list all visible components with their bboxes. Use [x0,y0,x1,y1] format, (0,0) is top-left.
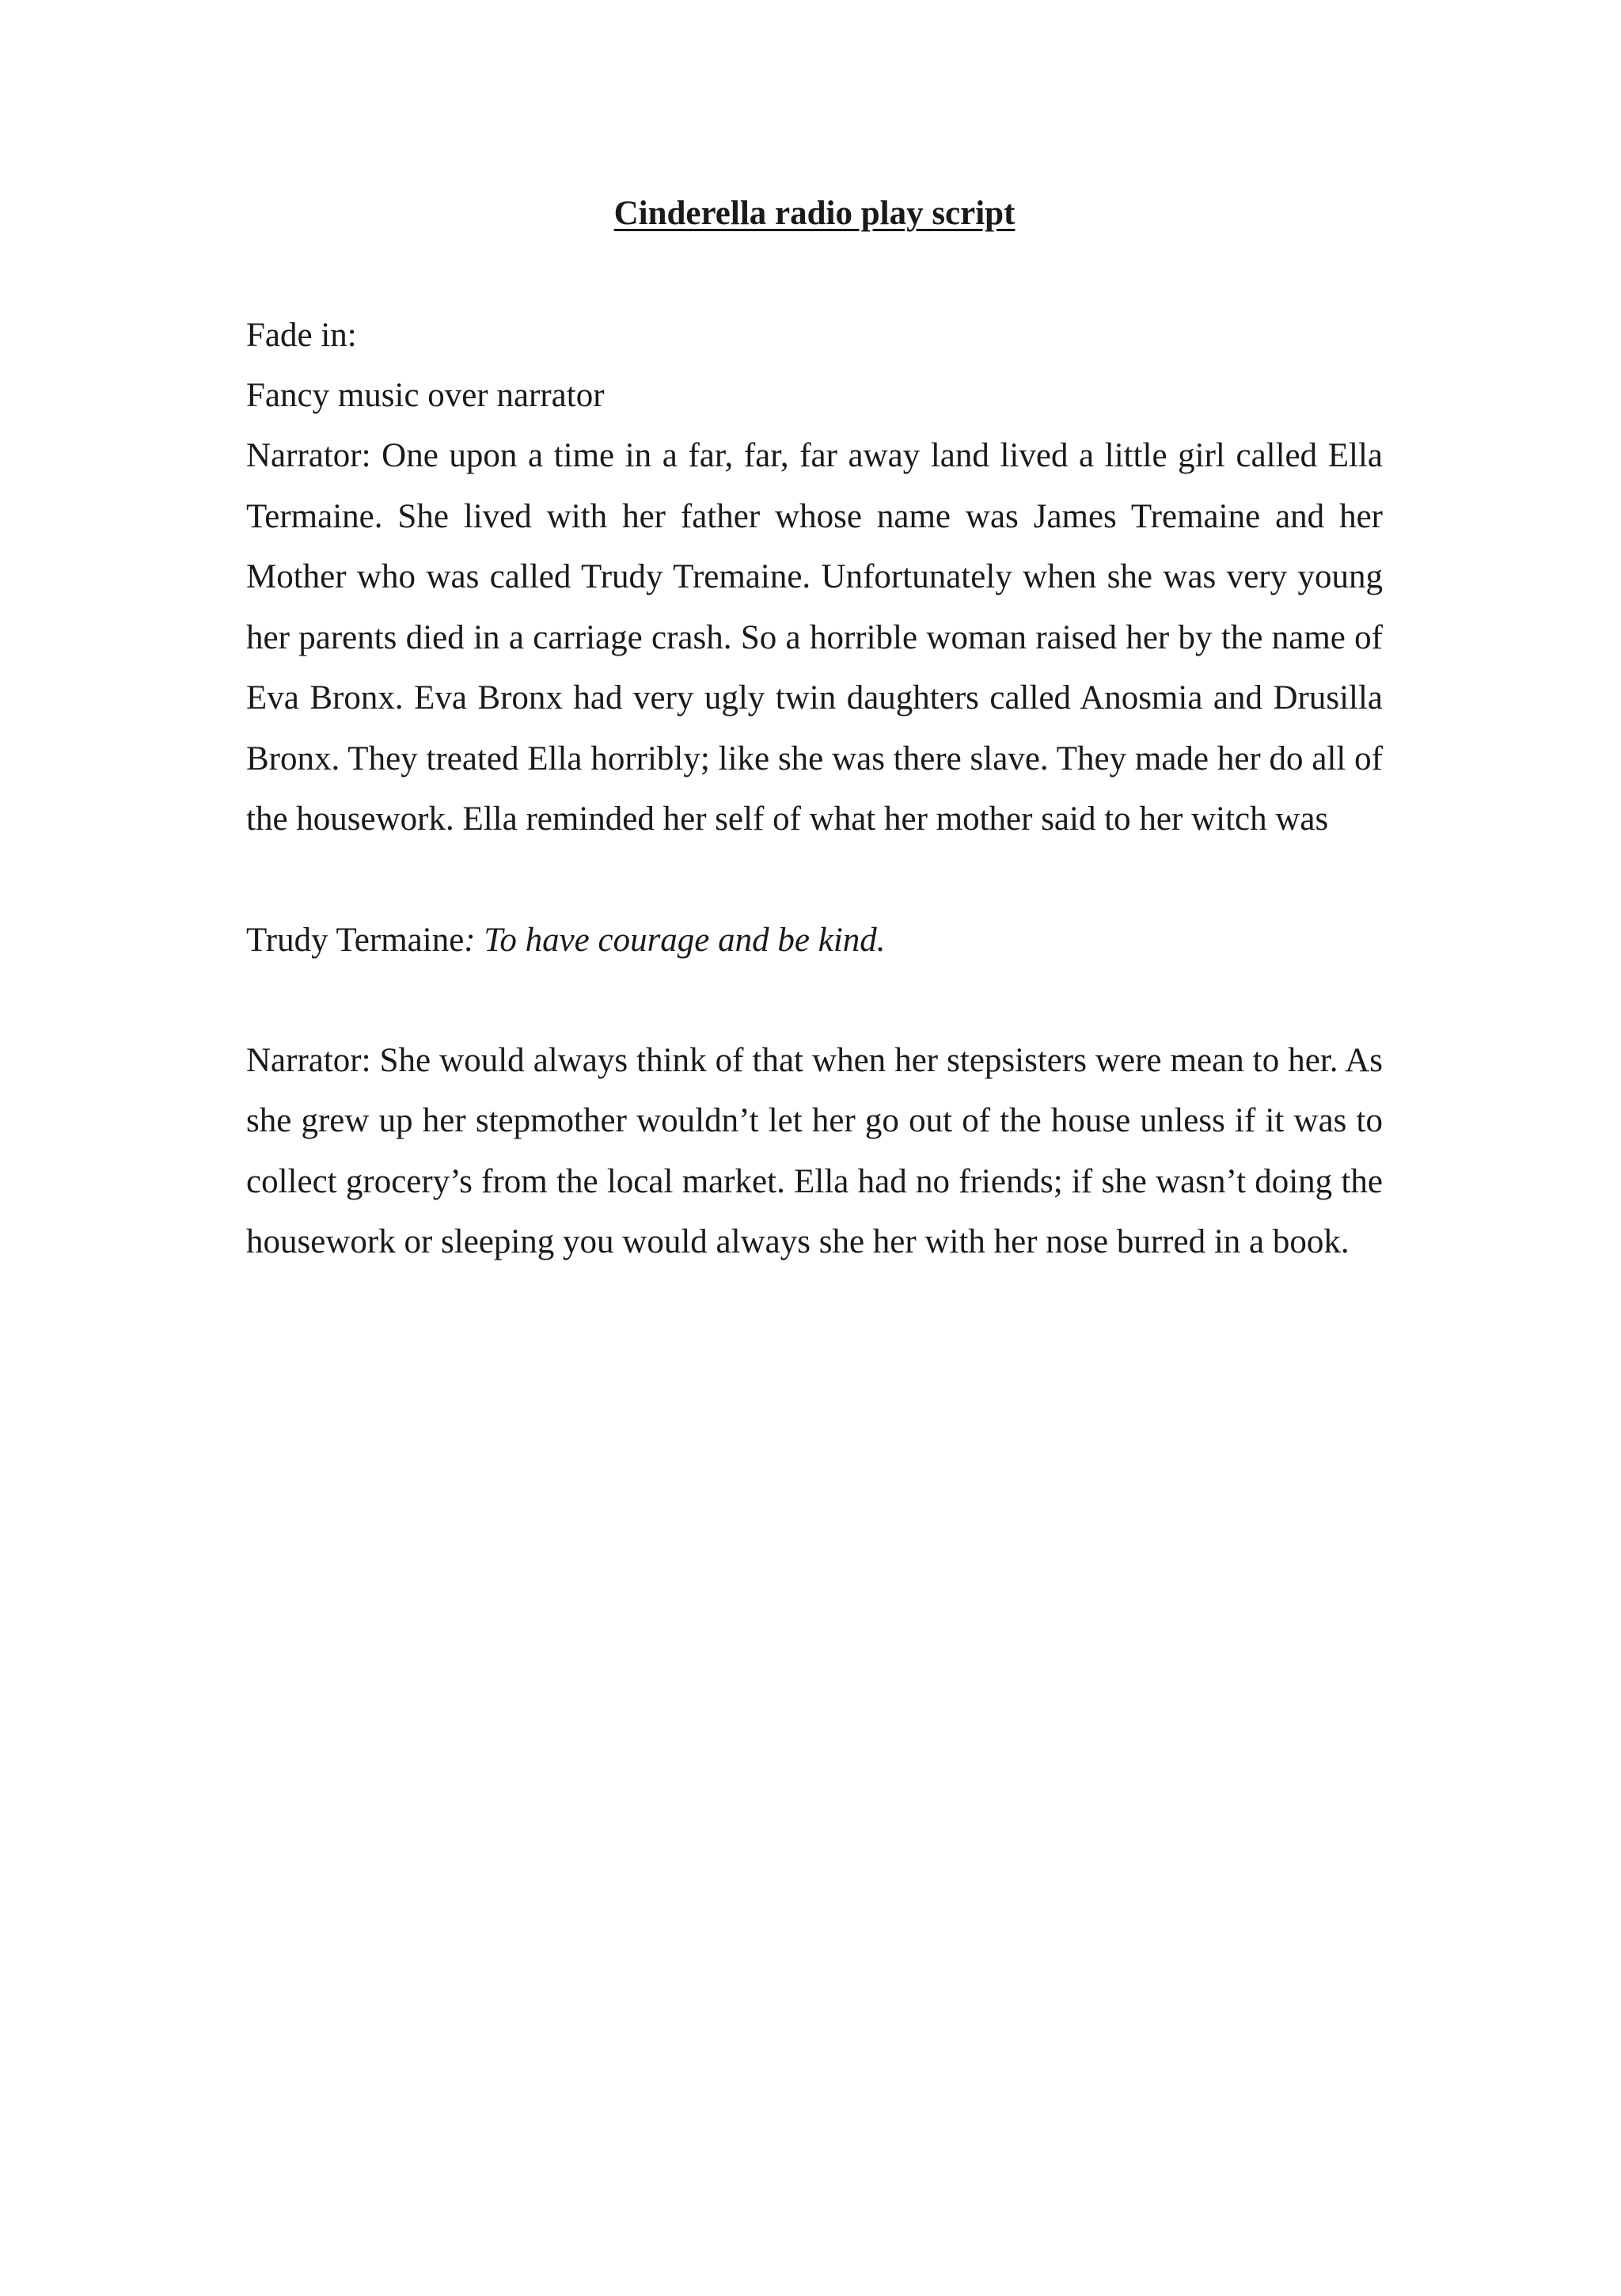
narration-paragraph-1: Narrator: One upon a time in a far, far, far away land lived a little girl called Ella Termaine. She lived with her father whose name was James Tremaine and her Mother who was called Trudy Tremaine. Unfortunately when she was very young her parents died in a carriage crash. So a horrible woman raised her by the name of Eva Bronx. Eva Bronx had very ugly twin daughters called Anosmia and Drusilla Bronx. They treated Ella horribly; like she was there slave. They made her do all of the housework. Ella reminded her self of what her mother said to her witch was [246,437,1383,838]
document-title: Cinderella radio play script [613,195,1015,232]
paragraph-spacer [246,850,1383,910]
document-body [246,184,1383,1273]
paragraph-spacer [246,971,1383,1031]
narration-paragraph-2: Narrator: She would always think of that when her stepsisters were mean to her. As she grew up her stepmother wouldn’t let her go out of the house unless if it was to collect grocery’s from the local market. Ella had no friends; if she wasn’t doing the housework or sleeping you would always she her with her nose burred in a book. [246,1041,1383,1260]
dialogue-text: : To have courage and be kind. [464,921,886,959]
fade-in-cue: Fade in: [246,317,357,354]
music-cue: Fancy music over narrator [246,377,605,414]
dialogue-line [246,910,1383,971]
dialogue-speaker: Trudy Termaine [246,921,465,959]
